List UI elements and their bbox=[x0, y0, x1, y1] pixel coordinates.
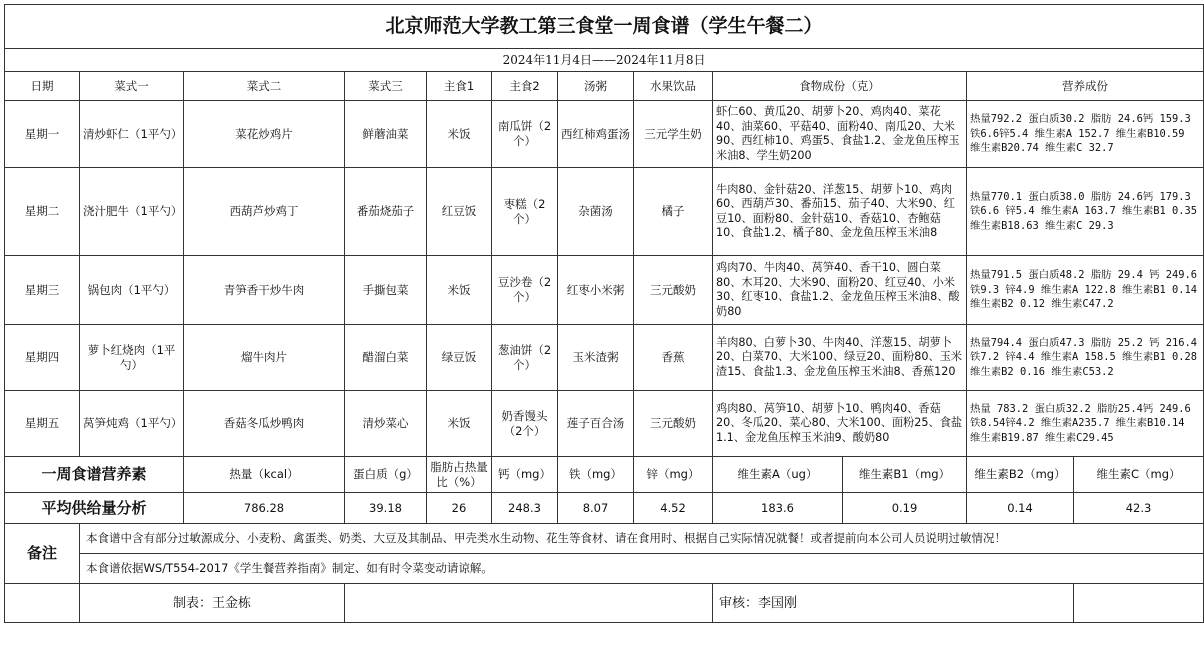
dish1-cell: 萝卜红烧肉（1平勺） bbox=[80, 325, 184, 391]
nutrient-name: 铁（mg） bbox=[558, 457, 634, 493]
nutrient-value: 4.52 bbox=[634, 493, 713, 524]
fruit-cell: 香蕉 bbox=[634, 325, 713, 391]
nutrition-cell: 热量770.1 蛋白质38.0 脂肪 24.6钙 179.3 铁6.6 锌5.4 维生素A 163.7 维生素B1 0.35 维生素B18.63 维生素C 29.3 bbox=[967, 168, 1204, 256]
staple1-cell: 绿豆饭 bbox=[427, 325, 492, 391]
nutrition-cell: 热量792.2 蛋白质30.2 脂肪 24.6钙 159.3 铁6.6锌5.4 维生素A 152.7 维生素B10.59 维生素B20.74 维生素C 32.7 bbox=[967, 101, 1204, 168]
day-row-thu bbox=[5, 325, 1204, 391]
header-fruit: 水果饮品 bbox=[634, 72, 713, 101]
day-row-fri bbox=[5, 391, 1204, 457]
nutrient-name: 维生素C（mg） bbox=[1074, 457, 1204, 493]
signature-row bbox=[5, 584, 1204, 623]
ingredients-cell: 鸡肉70、牛肉40、莴笋40、香干10、圆白菜80、木耳20、大米90、面粉20、红豆40、小米30、红枣10、食盐1.2、金龙鱼压榨玉米油8、酸奶80 bbox=[713, 256, 967, 325]
table-maker: 制表：王金栋 bbox=[80, 584, 345, 623]
notes-row-1 bbox=[5, 524, 1204, 554]
ingredients-cell: 牛肉80、金针菇20、洋葱15、胡萝卜10、鸡肉60、西葫芦30、番茄15、茄子40、大米90、红豆10、面粉80、金针菇10、香菇10、杏鲍菇10、食盐1.2、橘子80、金龙鱼压榨玉米油8 bbox=[713, 168, 967, 256]
fruit-cell: 三元学生奶 bbox=[634, 101, 713, 168]
staple1-cell: 米饭 bbox=[427, 101, 492, 168]
dish1-cell: 浇汁肥牛（1平勺） bbox=[80, 168, 184, 256]
header-nutrition: 营养成份 bbox=[967, 72, 1204, 101]
staple2-cell: 枣糕（2个） bbox=[492, 168, 558, 256]
dish2-cell: 菜花炒鸡片 bbox=[184, 101, 345, 168]
staple2-cell: 南瓜饼（2个） bbox=[492, 101, 558, 168]
ingredients-cell: 羊肉80、白萝卜30、牛肉40、洋葱15、胡萝卜20、白菜70、大米100、绿豆20、面粉80、玉米渣15、食盐1.3、金龙鱼压榨玉米油8、香蕉120 bbox=[713, 325, 967, 391]
nutrition-cell: 热量 783.2 蛋白质32.2 脂肪25.4钙 249.6铁8.54锌4.2 维生素A235.7 维生素B10.14 维生素B19.87 维生素C29.45 bbox=[967, 391, 1204, 457]
nutrient-value: 248.3 bbox=[492, 493, 558, 524]
nutrient-value: 183.6 bbox=[713, 493, 843, 524]
day-label: 星期三 bbox=[5, 256, 80, 325]
header-dish3: 菜式三 bbox=[345, 72, 427, 101]
dish2-cell: 香菇冬瓜炒鸭肉 bbox=[184, 391, 345, 457]
nutrient-name: 脂肪占热量比（%） bbox=[427, 457, 492, 493]
notes-label: 备注 bbox=[5, 524, 80, 584]
day-row-mon bbox=[5, 101, 1204, 168]
soup-cell: 西红柿鸡蛋汤 bbox=[558, 101, 634, 168]
nutrient-name: 蛋白质（g） bbox=[345, 457, 427, 493]
table-reviewer: 审核：李国刚 bbox=[713, 584, 1074, 623]
header-dish1: 菜式一 bbox=[80, 72, 184, 101]
dish3-cell: 番茄烧茄子 bbox=[345, 168, 427, 256]
soup-cell: 杂菌汤 bbox=[558, 168, 634, 256]
header-row bbox=[5, 72, 1204, 101]
nutrient-value: 0.14 bbox=[967, 493, 1074, 524]
dish2-cell: 熘牛肉片 bbox=[184, 325, 345, 391]
nutrition-cell: 热量791.5 蛋白质48.2 脂肪 29.4 钙 249.6 铁9.3 锌4.9 维生素A 122.8 维生素B1 0.14 维生素B2 0.12 维生素C47.2 bbox=[967, 256, 1204, 325]
staple1-cell: 红豆饭 bbox=[427, 168, 492, 256]
staple2-cell: 奶香馒头（2个） bbox=[492, 391, 558, 457]
day-row-wed bbox=[5, 256, 1204, 325]
dish2-cell: 西葫芦炒鸡丁 bbox=[184, 168, 345, 256]
weekly-nutrient-header-row bbox=[5, 457, 1204, 493]
day-row-tue bbox=[5, 168, 1204, 256]
staple2-cell: 豆沙卷（2个） bbox=[492, 256, 558, 325]
nutrient-name: 维生素B1（mg） bbox=[843, 457, 967, 493]
date-range: 2024年11月4日——2024年11月8日 bbox=[5, 49, 1204, 72]
dish1-cell: 清炒虾仁（1平勺） bbox=[80, 101, 184, 168]
dish2-cell: 青笋香干炒牛肉 bbox=[184, 256, 345, 325]
nutrient-value: 26 bbox=[427, 493, 492, 524]
nutrient-value: 42.3 bbox=[1074, 493, 1204, 524]
dish1-cell: 莴笋炖鸡（1平勺） bbox=[80, 391, 184, 457]
average-label: 平均供给量分析 bbox=[5, 493, 184, 524]
standard-note: 本食谱依据WS/T554-2017《学生餐营养指南》制定、如有时令菜变动请谅解。 bbox=[80, 554, 1204, 584]
nutrient-name: 维生素B2（mg） bbox=[967, 457, 1074, 493]
weekly-label: 一周食谱营养素 bbox=[5, 457, 184, 493]
nutrient-name: 钙（mg） bbox=[492, 457, 558, 493]
nutrition-cell: 热量794.4 蛋白质47.3 脂肪 25.2 钙 216.4 铁7.2 锌4.4 维生素A 158.5 维生素B1 0.28 维生素B2 0.16 维生素C53.2 bbox=[967, 325, 1204, 391]
weekly-average-row bbox=[5, 493, 1204, 524]
nutrient-value: 786.28 bbox=[184, 493, 345, 524]
nutrient-name: 热量（kcal） bbox=[184, 457, 345, 493]
day-label: 星期一 bbox=[5, 101, 80, 168]
nutrient-value: 39.18 bbox=[345, 493, 427, 524]
staple1-cell: 米饭 bbox=[427, 256, 492, 325]
staple2-cell: 葱油饼（2个） bbox=[492, 325, 558, 391]
header-ingredients: 食物成份（克） bbox=[713, 72, 967, 101]
ingredients-cell: 鸡肉80、莴笋10、胡萝卜10、鸭肉40、香菇20、冬瓜20、菜心80、大米100、面粉25、食盐1.1、金龙鱼压榨玉米油9、酸奶80 bbox=[713, 391, 967, 457]
fruit-cell: 橘子 bbox=[634, 168, 713, 256]
fruit-cell: 三元酸奶 bbox=[634, 391, 713, 457]
notes-row-2 bbox=[5, 554, 1204, 584]
soup-cell: 红枣小米粥 bbox=[558, 256, 634, 325]
header-soup: 汤粥 bbox=[558, 72, 634, 101]
staple1-cell: 米饭 bbox=[427, 391, 492, 457]
dish3-cell: 手撕包菜 bbox=[345, 256, 427, 325]
page-title: 北京师范大学教工第三食堂一周食谱（学生午餐二） bbox=[5, 5, 1204, 49]
header-dish2: 菜式二 bbox=[184, 72, 345, 101]
fruit-cell: 三元酸奶 bbox=[634, 256, 713, 325]
day-label: 星期二 bbox=[5, 168, 80, 256]
soup-cell: 玉米渣粥 bbox=[558, 325, 634, 391]
soup-cell: 莲子百合汤 bbox=[558, 391, 634, 457]
menu-table bbox=[4, 4, 1204, 623]
nutrient-name: 锌（mg） bbox=[634, 457, 713, 493]
header-staple1: 主食1 bbox=[427, 72, 492, 101]
header-date: 日期 bbox=[5, 72, 80, 101]
day-label: 星期五 bbox=[5, 391, 80, 457]
nutrient-value: 8.07 bbox=[558, 493, 634, 524]
header-staple2: 主食2 bbox=[492, 72, 558, 101]
dish3-cell: 醋溜白菜 bbox=[345, 325, 427, 391]
ingredients-cell: 虾仁60、黄瓜20、胡萝卜20、鸡肉40、菜花40、油菜60、平菇40、面粉40、南瓜20、大米90、西红柿10、鸡蛋5、食盐1.2、金龙鱼压榨玉米油8、学生奶200 bbox=[713, 101, 967, 168]
nutrient-value: 0.19 bbox=[843, 493, 967, 524]
nutrient-name: 维生素A（ug） bbox=[713, 457, 843, 493]
dish3-cell: 清炒菜心 bbox=[345, 391, 427, 457]
dish3-cell: 鲜蘑油菜 bbox=[345, 101, 427, 168]
day-label: 星期四 bbox=[5, 325, 80, 391]
dish1-cell: 锅包肉（1平勺） bbox=[80, 256, 184, 325]
allergen-note: 本食谱中含有部分过敏源成分、小麦粉、禽蛋类、奶类、大豆及其制品、甲壳类水生动物、花生等食材、请在食用时、根据自己实际情况就餐！或者提前向本公司人员说明过敏情况！ bbox=[80, 524, 1204, 554]
